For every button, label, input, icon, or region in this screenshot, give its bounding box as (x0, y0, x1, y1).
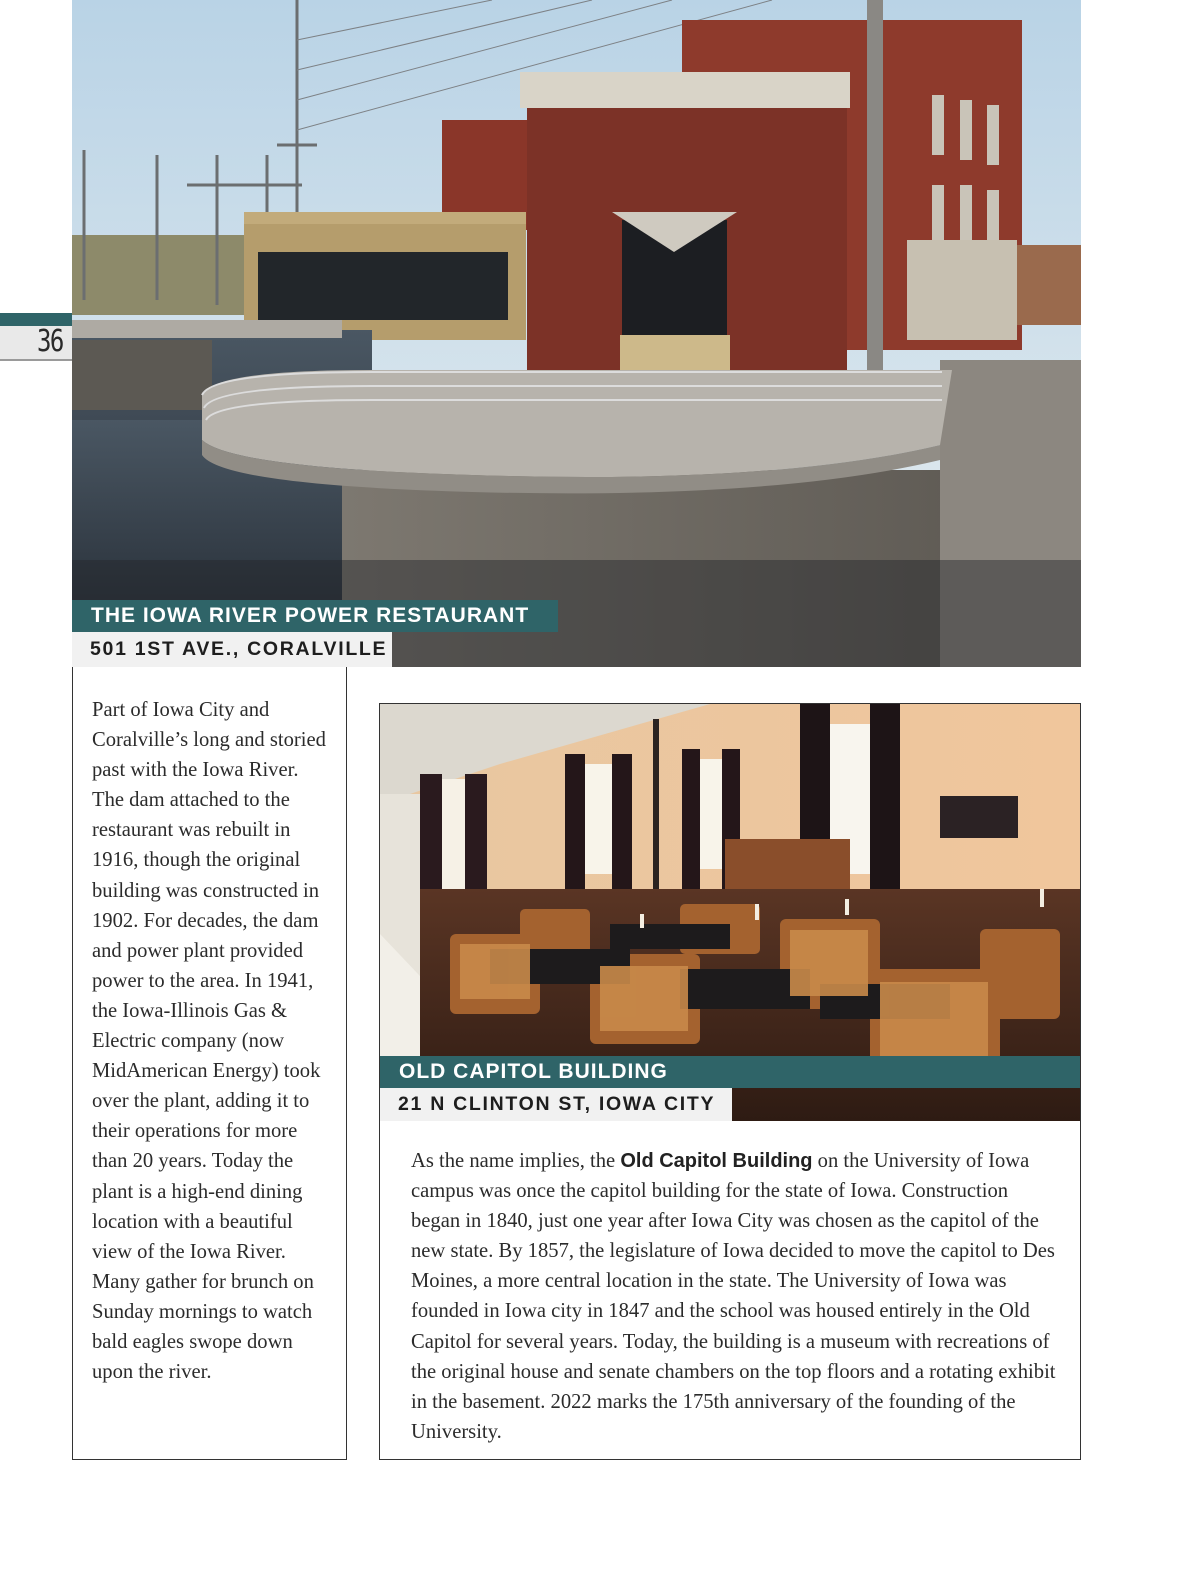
old-capitol-description-rest: on the University of Iowa campus was once the capitol building for the state of Iowa. Construction began in 1840, just one year after Iowa City was chosen as the capitol of the new state. By 1857, the legislature of Iowa decided to move the capitol to Des Moines, a more central location in the state. The University of Iowa was founded in Iowa city in 1847 and the school was housed entirely in the Old Capitol for several years. Today, the building is a museum with recreations of the original house and senate chambers on the top floors and a rotating exhibit in the basement. 2022 marks the 175th anniversary of the founding of the University. (411, 1150, 1056, 1443)
page-number: 36 (37, 324, 63, 359)
restaurant-photo (72, 0, 1081, 667)
old-capitol-title: OLD CAPITOL BUILDING (380, 1056, 1080, 1088)
old-capitol-description (411, 1146, 1061, 1447)
restaurant-description: Part of Iowa City and Coralville’s long and storied past with the Iowa River. The dam attached to the restaurant was rebuilt in 1916, though the original building was constructed in 1902. For decades, the dam and power plant provided power to the area. In 1941, the Iowa-Illinois Gas & Electric company (now MidAmerican Energy) took over the plant, adding it to their operations for more than 20 years. Today the plant is a high-end dining location with a beautiful view of the Iowa River. Many gather for brunch on Sunday mornings to watch bald eagles swope down upon the river. (92, 699, 326, 1384)
restaurant-title: THE IOWA RIVER POWER RESTAURANT (72, 600, 558, 632)
old-capitol-address: 21 N CLINTON ST, IOWA CITY (380, 1088, 732, 1121)
restaurant-address: 501 1ST AVE., CORALVILLE (72, 632, 392, 667)
old-capitol-description-lead: As the name implies, the (411, 1150, 621, 1172)
old-capitol-name-bold: Old Capitol Building (620, 1150, 813, 1172)
old-capitol-box (379, 703, 1081, 1460)
restaurant-text-box (72, 667, 347, 1460)
